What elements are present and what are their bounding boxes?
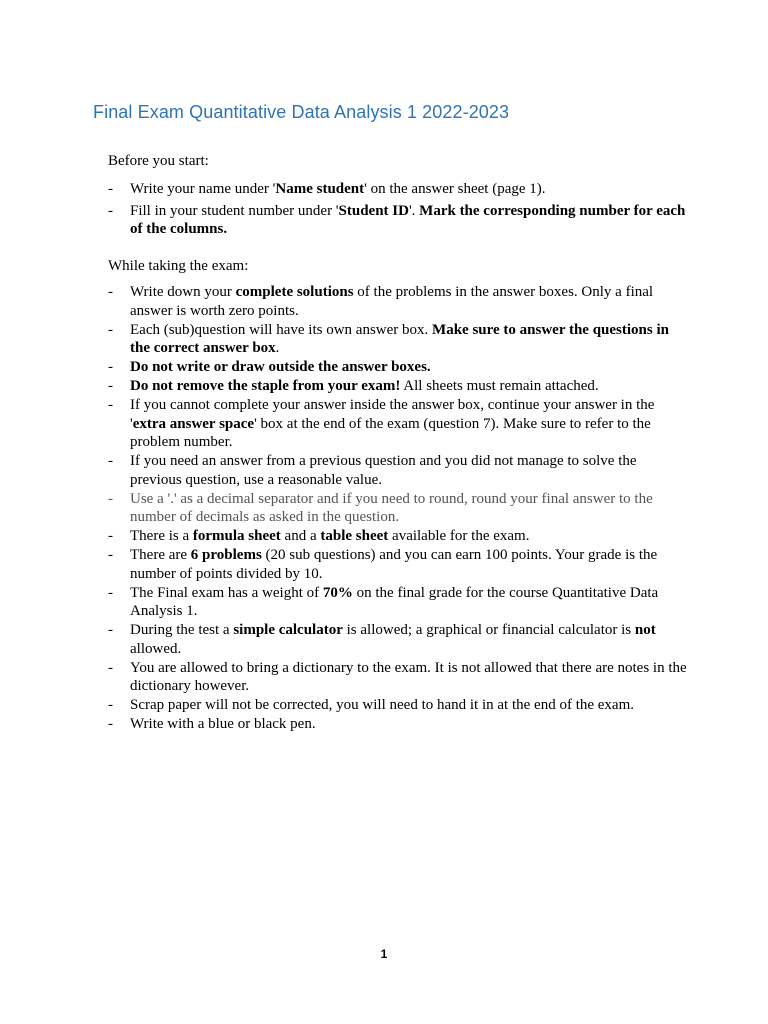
list-item [108, 396, 688, 452]
list-item [108, 527, 688, 546]
text-part: Write your name under ' [130, 181, 276, 197]
text-part: '. [408, 202, 420, 219]
text-part: is allowed; a graphical or financial calculator is [342, 622, 635, 638]
list-item [108, 659, 688, 696]
list-item [108, 283, 688, 320]
bullet-dash: - [108, 547, 113, 563]
list-item [108, 358, 688, 377]
page-number: 1 [380, 947, 388, 961]
list-item [108, 377, 688, 396]
bold-part: not [634, 622, 656, 638]
bold-part: Do not write or draw outside the answer boxes. [130, 359, 431, 375]
text-part: Write down your [130, 284, 236, 300]
text-part: You are allowed to bring a dictionary to the exam. It is not allowed that there are notes in the dictionary however. [130, 659, 687, 694]
before-start-heading: Before you start: [108, 153, 209, 169]
bold-part: table sheet [320, 528, 389, 544]
while-taking-list [108, 283, 688, 734]
bold-part: formula sheet [192, 528, 281, 544]
text-part: There are [130, 547, 191, 563]
text-part: Scrap paper will not be corrected, you will need to hand it in at the end of the exam. [130, 697, 635, 713]
bullet-dash: - [108, 528, 113, 544]
text-part: (20 sub questions) and you can earn 100 points. Your grade is the number of points divided by 10. [130, 547, 658, 582]
list-item [108, 321, 688, 358]
list-item [108, 452, 688, 489]
bullet-dash: - [108, 490, 113, 507]
text-part: allowed. [130, 640, 182, 657]
bold-part: Student ID [338, 202, 409, 219]
text-part: on the final grade for the course Quantitative Data Analysis 1. [130, 584, 659, 619]
bullet-dash: - [108, 284, 113, 300]
bold-part: complete solutions [235, 284, 354, 300]
bullet-dash: - [108, 181, 113, 197]
text-part: Write with a blue or black pen. [130, 716, 316, 732]
list-item [108, 546, 688, 583]
list-item [108, 696, 688, 715]
text-part: Each (sub)question will have its own answer box. [130, 321, 433, 338]
before-start-list [108, 180, 688, 242]
text-part: ' on the answer sheet (page 1). [364, 181, 546, 197]
bullet-dash: - [108, 378, 113, 394]
text-part: There is a [130, 528, 193, 544]
bold-part: Mark the corresponding number for each of the columns. [130, 202, 686, 237]
text-part: The Final exam has a weight of [130, 584, 323, 601]
text-part: All sheets must remain attached. [400, 378, 599, 394]
text-part: Use a '.' as a decimal separator and if you need to round, round your final answer to the number of decimals as asked in the question. [130, 490, 653, 525]
list-item [108, 490, 688, 527]
text-part: Fill in your student number under ' [130, 202, 339, 219]
bullet-dash: - [108, 321, 113, 338]
text-part: . [275, 340, 280, 356]
bullet-dash: - [108, 453, 113, 469]
text-part: If you cannot complete your answer inside the answer box, continue your answer in the ' [130, 397, 655, 432]
text-part: and a [280, 528, 321, 544]
list-item [108, 180, 688, 199]
bullet-dash: - [108, 584, 113, 601]
bold-part: Name student [275, 181, 365, 197]
text-part: of the problems in the answer boxes. Only a final answer is worth zero points. [130, 284, 654, 319]
bold-part: extra answer space [132, 415, 255, 432]
text-part: available for the exam. [388, 528, 530, 544]
bold-part: simple calculator [233, 622, 343, 638]
while-taking-heading: While taking the exam: [108, 258, 249, 274]
bold-part: Do not remove the staple from your exam! [130, 378, 401, 394]
list-item [108, 202, 688, 239]
bullet-dash: - [108, 659, 113, 676]
bold-part: 70% [322, 584, 353, 601]
text-part: If you need an answer from a previous question and you did not manage to solve the previous question, use a reasonable value. [130, 453, 637, 488]
bullet-dash: - [108, 202, 113, 219]
bullet-dash: - [108, 397, 113, 413]
text-part: During the test a [130, 622, 234, 638]
text-part: ' box at the end of the exam (question 7). Make sure to refer to the problem number. [130, 415, 651, 450]
bold-part: Make sure to answer the questions in the correct answer box [130, 321, 669, 356]
list-item [108, 584, 688, 621]
bullet-dash: - [108, 622, 113, 638]
bold-part: 6 problems [190, 547, 262, 563]
bullet-dash: - [108, 359, 113, 375]
list-item [108, 621, 688, 658]
document-title: Final Exam Quantitative Data Analysis 1 2022-2023 [93, 102, 510, 122]
bullet-dash: - [108, 716, 113, 732]
bullet-dash: - [108, 697, 113, 713]
list-item [108, 715, 688, 734]
